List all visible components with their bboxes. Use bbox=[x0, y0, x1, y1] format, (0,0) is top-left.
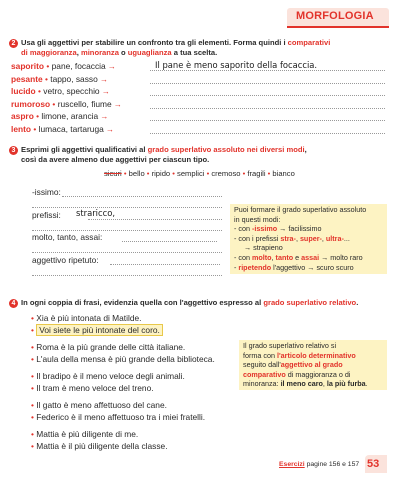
sentence-item[interactable] bbox=[31, 400, 167, 410]
exercise-number-3: 3 bbox=[9, 146, 18, 155]
answer-line[interactable] bbox=[150, 83, 385, 84]
bullet-icon: • bbox=[170, 169, 178, 178]
answer-line[interactable] bbox=[32, 230, 222, 231]
rule-line-4: - con i prefissi stra-, super-, ultra-... bbox=[234, 233, 350, 243]
bullet-icon: • bbox=[31, 383, 37, 393]
superlative-relative-rule-box bbox=[239, 340, 387, 390]
sentence-text: Il bradipo è il meno veloce degli animali. bbox=[36, 371, 185, 381]
sentence-item[interactable] bbox=[31, 371, 185, 381]
rule-line-3: seguito dall'aggettivo al grado bbox=[243, 360, 343, 370]
bullet-icon: • bbox=[31, 371, 37, 381]
header-rule bbox=[287, 26, 389, 28]
rule-line-7: - ripetendo l'aggettivo → scuro scuro bbox=[234, 262, 354, 272]
bullet-icon: • bbox=[44, 61, 52, 71]
adjective-item: bello bbox=[128, 169, 145, 178]
bullet-icon: • bbox=[31, 124, 39, 134]
bullet-icon: • bbox=[50, 98, 58, 109]
comparison-row bbox=[11, 74, 108, 85]
answer-line[interactable] bbox=[32, 275, 222, 276]
bullet-icon: • bbox=[31, 325, 37, 335]
arrow-icon: → bbox=[98, 112, 109, 122]
footer-exercises-link[interactable]: Esercizi bbox=[279, 461, 305, 468]
bullet-icon: • bbox=[31, 400, 37, 410]
sentence-text: Mattia è il più diligente della classe. bbox=[36, 441, 168, 451]
exercise-number-2: 2 bbox=[9, 39, 18, 48]
handwritten-answer: straricco, bbox=[76, 208, 115, 218]
rule-line-4: comparativo di maggioranza o di bbox=[243, 369, 351, 379]
adjective: lucido bbox=[11, 86, 36, 97]
rule-line-2: forma con l'articolo determinativo bbox=[243, 350, 356, 360]
answer-line[interactable] bbox=[150, 95, 385, 96]
bullet-icon: • bbox=[31, 441, 37, 451]
exercise-2-instructions: Usa gli aggettivi per stabilire un confronto tra gli elementi. Forma quindi i comparativi di maggioranza, minoranza o uguaglianza a tua scelta. bbox=[21, 38, 331, 57]
bullet-icon: • bbox=[240, 169, 248, 178]
rule-line-3: - con -issimo → facilissimo bbox=[234, 224, 322, 234]
compared-items: vetro, specchio bbox=[43, 86, 100, 97]
adjective: pesante bbox=[11, 73, 43, 84]
bullet-icon: • bbox=[144, 169, 152, 178]
superlative-type-label: aggettivo ripetuto: bbox=[32, 255, 99, 265]
answer-line[interactable] bbox=[150, 70, 385, 71]
bullet-icon: • bbox=[204, 169, 212, 178]
answer-line[interactable] bbox=[62, 196, 222, 197]
arrow-icon: → bbox=[99, 87, 110, 97]
comparison-row bbox=[11, 86, 110, 97]
adjective-item: ripido bbox=[151, 169, 171, 178]
exercise-number-4: 4 bbox=[9, 299, 18, 308]
highlighted-sentence: Voi siete le più intonate del coro. bbox=[36, 324, 163, 336]
compared-items: limone, arancia bbox=[41, 111, 99, 122]
sentence-text: Il gatto è meno affettuoso del cane. bbox=[36, 400, 167, 410]
rule-line-2: in questi modi: bbox=[234, 214, 281, 224]
bullet-icon: • bbox=[31, 412, 37, 422]
comparison-row bbox=[11, 111, 108, 122]
compared-items: pane, focaccia bbox=[51, 61, 106, 71]
rule-line-5: → strapieno bbox=[244, 243, 283, 253]
bullet-icon: • bbox=[31, 429, 37, 439]
superlative-type-label: molto, tanto, assai: bbox=[32, 232, 103, 242]
section-title: MORFOLOGIA bbox=[296, 10, 374, 22]
adjective: saporito bbox=[11, 61, 45, 71]
answer-line[interactable] bbox=[150, 120, 385, 121]
arrow-icon: → bbox=[111, 99, 122, 109]
answer-line[interactable] bbox=[32, 252, 222, 253]
rule-line-1: Il grado superlativo relativo si bbox=[243, 341, 337, 350]
answer-line[interactable] bbox=[150, 108, 385, 109]
bullet-icon: • bbox=[33, 111, 42, 122]
rule-line-5: minoranza: il meno caro, la più furba. bbox=[243, 379, 368, 389]
bullet-icon: • bbox=[31, 342, 37, 352]
answer-line[interactable] bbox=[88, 219, 222, 220]
page-number: 53 bbox=[367, 458, 380, 470]
sentence-text: Xia è più intonata di Matilde. bbox=[36, 313, 142, 323]
arrow-icon: → bbox=[97, 74, 108, 84]
answer-line[interactable] bbox=[110, 264, 220, 265]
adjective: aspro bbox=[11, 111, 34, 122]
sentence-item[interactable] bbox=[31, 354, 215, 364]
sentence-text: Roma è la più grande delle città italiane. bbox=[36, 342, 186, 352]
sentence-item[interactable] bbox=[31, 313, 142, 323]
sentence-item[interactable] bbox=[31, 342, 185, 352]
compared-items: tappo, sasso bbox=[50, 73, 98, 84]
sentence-item[interactable] bbox=[31, 325, 163, 335]
adjective: lento bbox=[11, 124, 32, 134]
bullet-icon: • bbox=[42, 73, 51, 84]
sentence-text: Federico è il meno affettuoso tra i miei fratelli. bbox=[36, 412, 206, 422]
exercise-3-instructions: Esprimi gli aggettivi qualificativi al grado superlativo assoluto nei diversi modi, così da avere almeno due aggettivi per ciascun tipo. bbox=[21, 145, 307, 164]
comparison-row bbox=[11, 99, 122, 110]
bullet-icon: • bbox=[31, 354, 37, 364]
arrow-icon: → bbox=[105, 62, 116, 71]
bullet-icon: • bbox=[31, 313, 37, 323]
sentence-item[interactable] bbox=[31, 412, 205, 422]
compared-items: lumaca, tartaruga bbox=[38, 124, 104, 134]
bullet-icon: • bbox=[265, 169, 273, 178]
adjective-item: semplici bbox=[177, 169, 205, 178]
exercise-4-instructions: In ogni coppia di frasi, evidenzia quella con l'aggettivo espresso al grado superlativo relativo. bbox=[21, 298, 359, 307]
bullet-icon: • bbox=[35, 86, 44, 97]
superlative-type-label: prefissi: bbox=[32, 210, 61, 220]
footer-pages: pagine 156 e 157 bbox=[306, 461, 360, 468]
arrow-icon: → bbox=[103, 125, 115, 134]
answer-line[interactable] bbox=[32, 207, 222, 208]
adjective-list bbox=[104, 169, 295, 179]
sentence-text: Mattia è più diligente di me. bbox=[36, 429, 139, 439]
compared-items: ruscello, fiume bbox=[57, 98, 112, 109]
adjective-item: bianco bbox=[272, 169, 295, 178]
comparison-row bbox=[11, 61, 116, 72]
adjective: rumoroso bbox=[11, 98, 51, 109]
sentence-item[interactable] bbox=[31, 441, 168, 451]
handwritten-answer: Il pane è meno saporito della focaccia. bbox=[155, 60, 318, 70]
sentence-item[interactable] bbox=[31, 429, 138, 439]
rule-line-6: - con molto, tanto e assai → molto raro bbox=[234, 252, 363, 262]
superlative-absolute-rule-box bbox=[230, 204, 387, 274]
adjective-item: fragili bbox=[247, 169, 266, 178]
answer-line[interactable] bbox=[150, 133, 385, 134]
sentence-text: Il tram è meno veloce del treno. bbox=[36, 383, 154, 393]
adjective-item: cremoso bbox=[211, 169, 241, 178]
sentence-item[interactable] bbox=[31, 383, 154, 393]
answer-line[interactable] bbox=[122, 241, 217, 242]
rule-line-1: Puoi formare il grado superlativo assoluto bbox=[234, 205, 367, 214]
bullet-icon: • bbox=[121, 169, 129, 178]
sentence-text: L'aula della mensa è più grande della biblioteca. bbox=[36, 354, 215, 364]
adjective-strikethrough: sicuri bbox=[104, 169, 122, 178]
comparison-row bbox=[11, 124, 114, 135]
footer-exercises-ref bbox=[279, 461, 359, 468]
superlative-type-label: -issimo: bbox=[32, 187, 61, 197]
